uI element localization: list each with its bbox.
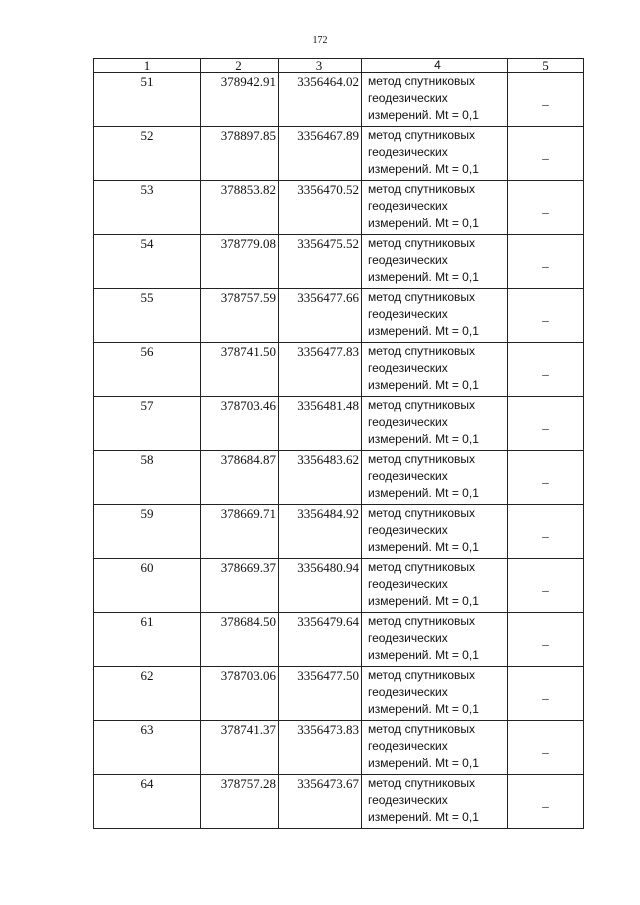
method-line-2: геодезических bbox=[368, 415, 448, 429]
method-line-3: измерений. Mt = 0,1 bbox=[368, 810, 479, 824]
x-coordinate-cell bbox=[201, 613, 279, 667]
y-coordinate: 3356479.64 bbox=[297, 614, 359, 629]
note-cell bbox=[508, 667, 584, 721]
x-coordinate: 378757.28 bbox=[220, 776, 276, 791]
note-dash: _ bbox=[542, 416, 549, 431]
note-cell bbox=[508, 613, 584, 667]
x-coordinate-cell bbox=[201, 73, 279, 127]
point-number: 51 bbox=[140, 74, 154, 89]
x-coordinate-cell bbox=[201, 559, 279, 613]
y-coordinate-cell bbox=[279, 73, 362, 127]
y-coordinate: 3356481.48 bbox=[297, 398, 359, 413]
method-line-2: геодезических bbox=[368, 307, 448, 321]
note-cell bbox=[508, 127, 584, 181]
note-cell bbox=[508, 721, 584, 775]
note-cell bbox=[508, 451, 584, 505]
y-coordinate-cell bbox=[279, 235, 362, 289]
x-coordinate-cell bbox=[201, 181, 279, 235]
y-coordinate: 3356467.89 bbox=[297, 128, 359, 143]
y-coordinate: 3356477.66 bbox=[297, 290, 359, 305]
method-line-2: геодезических bbox=[368, 361, 448, 375]
y-coordinate: 3356483.62 bbox=[297, 452, 359, 467]
method-line-3: измерений. Mt = 0,1 bbox=[368, 432, 479, 446]
table-header-row bbox=[94, 59, 584, 73]
point-number-cell bbox=[94, 775, 201, 829]
method-line-3: измерений. Mt = 0,1 bbox=[368, 756, 479, 770]
point-number-cell bbox=[94, 505, 201, 559]
note-dash: _ bbox=[542, 524, 549, 539]
x-coordinate: 378669.37 bbox=[220, 560, 276, 575]
method-line-2: геодезических bbox=[368, 469, 448, 483]
method-line-3: измерений. Mt = 0,1 bbox=[368, 270, 479, 284]
y-coordinate: 3356477.50 bbox=[297, 668, 359, 683]
method-line-1: метод спутниковых bbox=[368, 128, 476, 142]
method-line-1: метод спутниковых bbox=[368, 722, 476, 736]
note-dash: _ bbox=[542, 686, 549, 701]
x-coordinate-cell bbox=[201, 235, 279, 289]
method-line-3: измерений. Mt = 0,1 bbox=[368, 486, 479, 500]
point-number: 53 bbox=[140, 182, 154, 197]
method-cell bbox=[362, 451, 508, 505]
y-coordinate-cell bbox=[279, 559, 362, 613]
method-line-3: измерений. Mt = 0,1 bbox=[368, 378, 479, 392]
y-coordinate: 3356470.52 bbox=[297, 182, 359, 197]
method-cell bbox=[362, 397, 508, 451]
note-cell bbox=[508, 775, 584, 829]
x-coordinate-cell bbox=[201, 127, 279, 181]
point-number: 54 bbox=[140, 236, 154, 251]
y-coordinate-cell bbox=[279, 667, 362, 721]
note-dash: _ bbox=[542, 254, 549, 269]
method-line-3: измерений. Mt = 0,1 bbox=[368, 648, 479, 662]
method-line-2: геодезических bbox=[368, 793, 448, 807]
y-coordinate: 3356473.67 bbox=[297, 776, 359, 791]
method-line-3: измерений. Mt = 0,1 bbox=[368, 108, 479, 122]
x-coordinate: 378897.85 bbox=[220, 128, 276, 143]
note-cell bbox=[508, 289, 584, 343]
method-line-3: измерений. Mt = 0,1 bbox=[368, 540, 479, 554]
table-row bbox=[94, 73, 584, 127]
point-number-cell bbox=[94, 73, 201, 127]
table-row bbox=[94, 667, 584, 721]
method-line-1: метод спутниковых bbox=[368, 614, 476, 628]
column-header-4: 4 bbox=[362, 59, 508, 73]
x-coordinate: 378757.59 bbox=[220, 290, 276, 305]
table-row bbox=[94, 775, 584, 829]
x-coordinate: 378684.50 bbox=[220, 614, 276, 629]
point-number-cell bbox=[94, 721, 201, 775]
method-line-2: геодезических bbox=[368, 631, 448, 645]
point-number-cell bbox=[94, 343, 201, 397]
method-line-1: метод спутниковых bbox=[368, 344, 476, 358]
coordinates-table bbox=[93, 58, 584, 829]
point-number: 59 bbox=[140, 506, 154, 521]
table-row bbox=[94, 181, 584, 235]
method-line-2: геодезических bbox=[368, 577, 448, 591]
note-cell bbox=[508, 181, 584, 235]
point-number: 52 bbox=[140, 128, 154, 143]
method-line-2: геодезических bbox=[368, 253, 448, 267]
table-row bbox=[94, 613, 584, 667]
x-coordinate: 378684.87 bbox=[220, 452, 276, 467]
method-line-1: метод спутниковых bbox=[368, 236, 476, 250]
method-line-3: измерений. Mt = 0,1 bbox=[368, 324, 479, 338]
method-line-3: измерений. Mt = 0,1 bbox=[368, 162, 479, 176]
method-line-2: геодезических bbox=[368, 199, 448, 213]
method-cell bbox=[362, 289, 508, 343]
method-line-2: геодезических bbox=[368, 91, 448, 105]
method-line-2: геодезических bbox=[368, 523, 448, 537]
x-coordinate: 378853.82 bbox=[220, 182, 276, 197]
point-number-cell bbox=[94, 667, 201, 721]
point-number: 55 bbox=[140, 290, 154, 305]
column-header-1: 1 bbox=[94, 59, 201, 73]
point-number-cell bbox=[94, 559, 201, 613]
table-row bbox=[94, 289, 584, 343]
x-coordinate-cell bbox=[201, 343, 279, 397]
method-line-2: геодезических bbox=[368, 739, 448, 753]
method-line-1: метод спутниковых bbox=[368, 182, 476, 196]
note-cell bbox=[508, 397, 584, 451]
point-number-cell bbox=[94, 289, 201, 343]
point-number: 60 bbox=[140, 560, 154, 575]
y-coordinate-cell bbox=[279, 721, 362, 775]
table-row bbox=[94, 235, 584, 289]
note-dash: _ bbox=[542, 578, 549, 593]
x-coordinate: 378779.08 bbox=[220, 236, 276, 251]
x-coordinate-cell bbox=[201, 289, 279, 343]
y-coordinate-cell bbox=[279, 181, 362, 235]
method-line-1: метод спутниковых bbox=[368, 506, 476, 520]
point-number-cell bbox=[94, 127, 201, 181]
y-coordinate: 3356477.83 bbox=[297, 344, 359, 359]
point-number: 64 bbox=[140, 776, 154, 791]
point-number: 58 bbox=[140, 452, 154, 467]
note-cell bbox=[508, 73, 584, 127]
note-cell bbox=[508, 235, 584, 289]
note-dash: _ bbox=[542, 794, 549, 809]
table-row bbox=[94, 505, 584, 559]
note-dash: _ bbox=[542, 362, 549, 377]
x-coordinate: 378741.50 bbox=[220, 344, 276, 359]
method-line-2: геодезических bbox=[368, 685, 448, 699]
x-coordinate-cell bbox=[201, 451, 279, 505]
method-line-1: метод спутниковых bbox=[368, 560, 476, 574]
table-row bbox=[94, 127, 584, 181]
table-row bbox=[94, 397, 584, 451]
method-cell bbox=[362, 343, 508, 397]
column-header-2: 2 bbox=[201, 59, 279, 73]
method-cell bbox=[362, 73, 508, 127]
y-coordinate: 3356475.52 bbox=[297, 236, 359, 251]
method-line-2: геодезических bbox=[368, 145, 448, 159]
method-cell bbox=[362, 667, 508, 721]
note-cell bbox=[508, 343, 584, 397]
x-coordinate-cell bbox=[201, 505, 279, 559]
table-row bbox=[94, 721, 584, 775]
method-cell bbox=[362, 235, 508, 289]
y-coordinate-cell bbox=[279, 289, 362, 343]
point-number: 62 bbox=[140, 668, 154, 683]
y-coordinate: 3356473.83 bbox=[297, 722, 359, 737]
point-number: 57 bbox=[140, 398, 154, 413]
x-coordinate: 378669.71 bbox=[220, 506, 276, 521]
y-coordinate: 3356480.94 bbox=[297, 560, 359, 575]
table-row bbox=[94, 451, 584, 505]
note-dash: _ bbox=[542, 308, 549, 323]
note-dash: _ bbox=[542, 146, 549, 161]
method-line-1: метод спутниковых bbox=[368, 776, 476, 790]
point-number-cell bbox=[94, 235, 201, 289]
point-number-cell bbox=[94, 181, 201, 235]
page-number: 172 bbox=[312, 35, 328, 46]
y-coordinate-cell bbox=[279, 505, 362, 559]
method-line-1: метод спутниковых bbox=[368, 398, 476, 412]
note-cell bbox=[508, 559, 584, 613]
method-cell bbox=[362, 613, 508, 667]
point-number-cell bbox=[94, 451, 201, 505]
y-coordinate-cell bbox=[279, 775, 362, 829]
method-cell bbox=[362, 127, 508, 181]
y-coordinate-cell bbox=[279, 397, 362, 451]
method-cell bbox=[362, 559, 508, 613]
method-line-1: метод спутниковых bbox=[368, 74, 476, 88]
x-coordinate: 378703.06 bbox=[220, 668, 276, 683]
method-line-1: метод спутниковых bbox=[368, 452, 476, 466]
y-coordinate-cell bbox=[279, 451, 362, 505]
y-coordinate-cell bbox=[279, 127, 362, 181]
point-number-cell bbox=[94, 397, 201, 451]
x-coordinate-cell bbox=[201, 775, 279, 829]
table-row bbox=[94, 559, 584, 613]
point-number: 56 bbox=[140, 344, 154, 359]
point-number: 63 bbox=[140, 722, 154, 737]
y-coordinate-cell bbox=[279, 343, 362, 397]
point-number-cell bbox=[94, 613, 201, 667]
method-line-1: метод спутниковых bbox=[368, 668, 476, 682]
note-dash: _ bbox=[542, 92, 549, 107]
x-coordinate: 378942.91 bbox=[220, 74, 276, 89]
method-cell bbox=[362, 775, 508, 829]
method-cell bbox=[362, 721, 508, 775]
y-coordinate: 3356484.92 bbox=[297, 506, 359, 521]
point-number: 61 bbox=[140, 614, 154, 629]
x-coordinate-cell bbox=[201, 721, 279, 775]
note-dash: _ bbox=[542, 470, 549, 485]
note-cell bbox=[508, 505, 584, 559]
y-coordinate: 3356464.02 bbox=[297, 74, 359, 89]
note-dash: _ bbox=[542, 200, 549, 215]
method-line-3: измерений. Mt = 0,1 bbox=[368, 702, 479, 716]
column-header-5: 5 bbox=[508, 59, 584, 73]
method-cell bbox=[362, 505, 508, 559]
note-dash: _ bbox=[542, 740, 549, 755]
method-line-3: измерений. Mt = 0,1 bbox=[368, 216, 479, 230]
x-coordinate: 378741.37 bbox=[220, 722, 276, 737]
table-row bbox=[94, 343, 584, 397]
x-coordinate: 378703.46 bbox=[220, 398, 276, 413]
x-coordinate-cell bbox=[201, 397, 279, 451]
x-coordinate-cell bbox=[201, 667, 279, 721]
method-cell bbox=[362, 181, 508, 235]
y-coordinate-cell bbox=[279, 613, 362, 667]
note-dash: _ bbox=[542, 632, 549, 647]
column-header-3: 3 bbox=[279, 59, 362, 73]
method-line-1: метод спутниковых bbox=[368, 290, 476, 304]
method-line-3: измерений. Mt = 0,1 bbox=[368, 594, 479, 608]
